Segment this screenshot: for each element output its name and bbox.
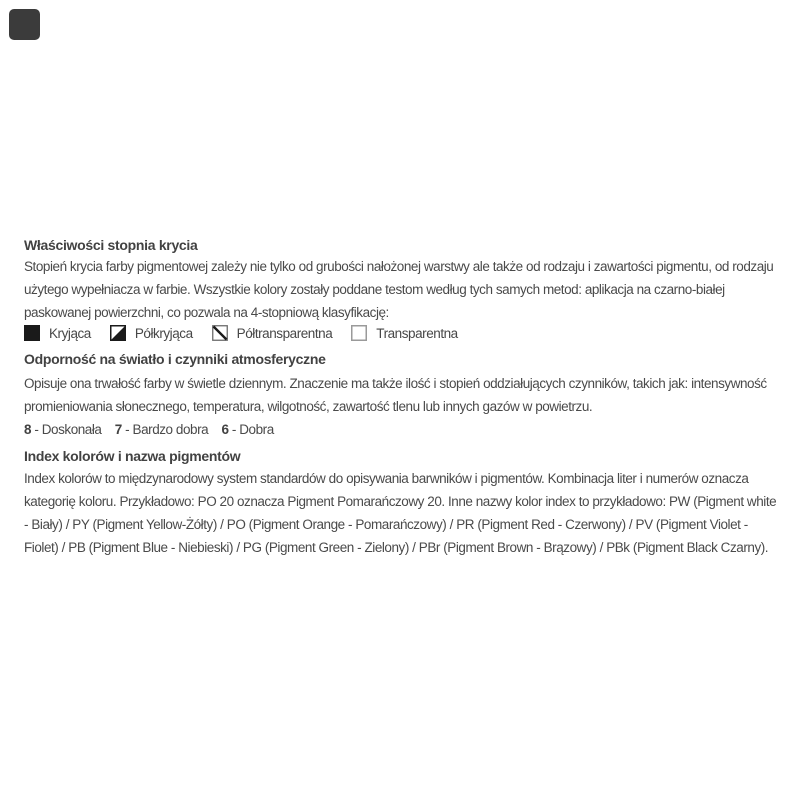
legend-label: Półkryjąca [134, 325, 193, 341]
rating-item-8 [24, 422, 101, 437]
lightfastness-ratings [24, 418, 284, 441]
rating-item-7 [115, 422, 208, 437]
rating-separator: - [125, 422, 130, 437]
rating-label: Doskonała [41, 422, 102, 437]
empty-square-icon [351, 325, 367, 341]
legend-item-poltransparentna [212, 325, 333, 341]
coverage-legend [24, 323, 458, 343]
legend-label: Półtransparentna [236, 325, 333, 341]
coverage-paragraph: Stopień krycia farby pigmentowej zależy nie tylko od grubości nałożonej warstwy ale także od rodzaju i zawartości pigmentu, od rodzaju użytego wypełniacza w farbie. Wszystkie kolory zostały poddane testom według tych samych metod: aplikacja na czarno-białej paskowanej powierzchni, co pozwala na 4-stopniową klasyfikację: [24, 259, 774, 320]
section-heading-lightfastness: Odporność na światło i czynniki atmosferyczne [24, 351, 326, 367]
section-heading-coverage: Właściwości stopnia krycia [24, 237, 198, 253]
section-heading-color-index: Index kolorów i nazwa pigmentów [24, 448, 241, 464]
legend-label: Kryjąca [49, 325, 91, 341]
half-filled-square-icon [110, 325, 126, 341]
rating-separator: - [34, 422, 39, 437]
color-index-paragraph: Index kolorów to międzynarodowy system standardów do opisywania barwników i pigmentów. Kombinacja liter i numerów oznacza kategorię koloru. Przykładowo: PO 20 oznacza Pigment Pomarańczowy 20. Inne nazwy kolor index to przykładowo: PW (Pigment white - Biały) / PY (Pigment Yellow-Żółty) / PO (Pigment Orange - Pomarańczowy) / PR (Pigment Red - Czerwony) / PV (Pigment Violet - Fiolet) / PB (Pigment Blue - Niebieski) / PG (Pigment Green - Zielony) / PBr (Pigment Brown - Brązowy) / PBk (Pigment Black Czarny). [24, 471, 777, 555]
rating-separator: - [231, 422, 236, 437]
legend-item-kryjaca [24, 325, 91, 341]
diagonal-square-icon [212, 325, 228, 341]
legend-item-polkryjaca [110, 325, 193, 341]
rating-label: Bardzo dobra [132, 422, 209, 437]
lightfastness-paragraph: Opisuje ona trwałość farby w świetle dziennym. Znaczenie ma także ilość i stopień oddziałujących czynników, takich jak: intensywność promieniowania słonecznego, temperatura, wilgotność, zawartość tlenu lub innych gazów w powietrzu. [24, 376, 767, 414]
rating-item-6 [222, 422, 274, 437]
rating-value: 6 [221, 422, 229, 437]
legend-item-transparentna [351, 325, 457, 341]
corner-mark [9, 9, 40, 40]
legend-label: Transparentna [376, 325, 458, 341]
rating-value: 8 [24, 422, 32, 437]
filled-square-icon [24, 325, 40, 341]
rating-label: Dobra [239, 422, 274, 437]
rating-value: 7 [114, 422, 122, 437]
